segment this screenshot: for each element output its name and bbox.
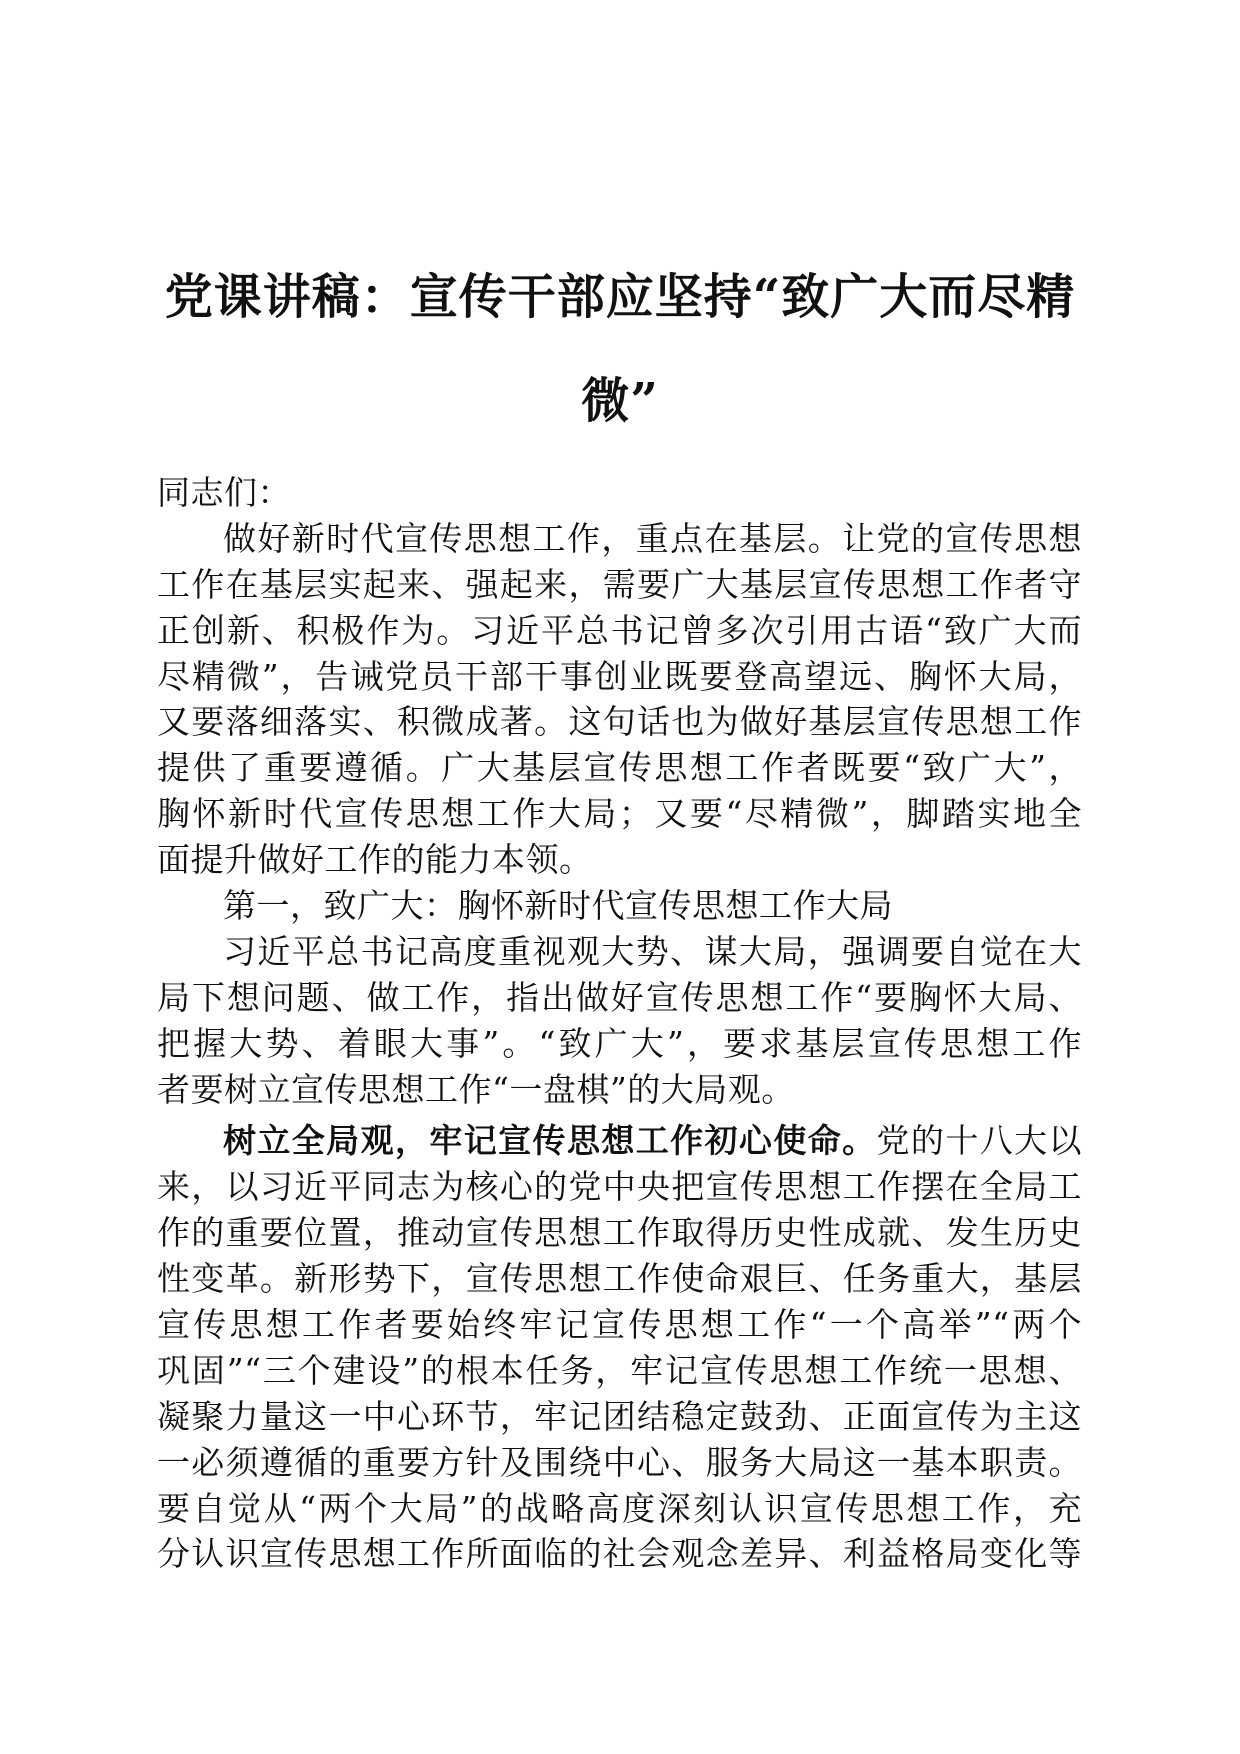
intro-line: 又要落细落实、积微成著。这句话也为做好基层宣传思想工作: [157, 702, 1082, 742]
section-line: 习近平总书记高度重视观大势、谋大局，强调要自觉在大: [223, 931, 1082, 971]
section-line: 者要树立宣传思想工作“一盘棋”的大局观。: [157, 1069, 795, 1109]
intro-line: 正创新、积极作为。习近平总书记曾多次引用古语“致广大而: [157, 610, 1082, 650]
point-line: 要自觉从“两个大局”的战略高度深刻认识宣传思想工作，充: [157, 1488, 1082, 1528]
section-paragraph: [157, 929, 1082, 1113]
point-line: 作的重要位置，推动宣传思想工作取得历史性成就、发生历史: [157, 1213, 1082, 1253]
intro-line: 工作在基层实起来、强起来，需要广大基层宣传思想工作者守: [157, 564, 1082, 604]
title-line-2: 微”: [581, 373, 659, 429]
document-body: [157, 470, 1082, 1577]
intro-line: 做好新时代宣传思想工作，重点在基层。让党的宣传思想: [223, 518, 1082, 558]
point-first-line: [157, 1118, 1082, 1164]
point-paragraph: [157, 1118, 1082, 1577]
intro-line: 提供了重要遵循。广大基层宣传思想工作者既要“致广大”，: [157, 748, 1082, 788]
point-line: 性变革。新形势下，宣传思想工作使命艰巨、任务重大，基层: [157, 1259, 1082, 1299]
section-line: 局下想问题、做工作，指出做好宣传思想工作“要胸怀大局、: [157, 977, 1082, 1017]
intro-paragraph: [157, 516, 1082, 883]
intro-line: 胸怀新时代宣传思想工作大局；又要“尽精微”，脚踏实地全: [157, 794, 1082, 834]
point-lead-rest: 党的十八大以: [876, 1121, 1083, 1161]
point-line: 凝聚力量这一中心环节，牢记团结稳定鼓劲、正面宣传为主这: [157, 1396, 1082, 1436]
point-line: 分认识宣传思想工作所面临的社会观念差异、利益格局变化等: [157, 1534, 1082, 1574]
title-line-1: 党课讲稿：宣传干部应坚持“致广大而尽精: [164, 269, 1076, 325]
point-line: 巩固”“三个建设”的根本任务，牢记宣传思想工作统一思想、: [157, 1350, 1082, 1390]
intro-line: 尽精微”，告诫党员干部干事创业既要登高望远、胸怀大局，: [157, 656, 1082, 696]
intro-line: 面提升做好工作的能力本领。: [157, 840, 593, 880]
document-title: [150, 245, 1090, 453]
salutation: 同志们：: [157, 473, 291, 512]
point-line: 一必须遵循的重要方针及围绕中心、服务大局这一基本职责。: [157, 1442, 1082, 1482]
point-bold-lead: 树立全局观，牢记宣传思想工作初心使命。: [223, 1121, 877, 1161]
point-line: 宣传思想工作者要始终牢记宣传思想工作“一个高举”“两个: [157, 1305, 1082, 1345]
section-heading: 第一，致广大：胸怀新时代宣传思想工作大局: [223, 886, 893, 926]
section-line: 把握大势、着眼大事”。“致广大”，要求基层宣传思想工作: [157, 1023, 1082, 1063]
point-line: 来，以习近平同志为核心的党中央把宣传思想工作摆在全局工: [157, 1167, 1082, 1207]
